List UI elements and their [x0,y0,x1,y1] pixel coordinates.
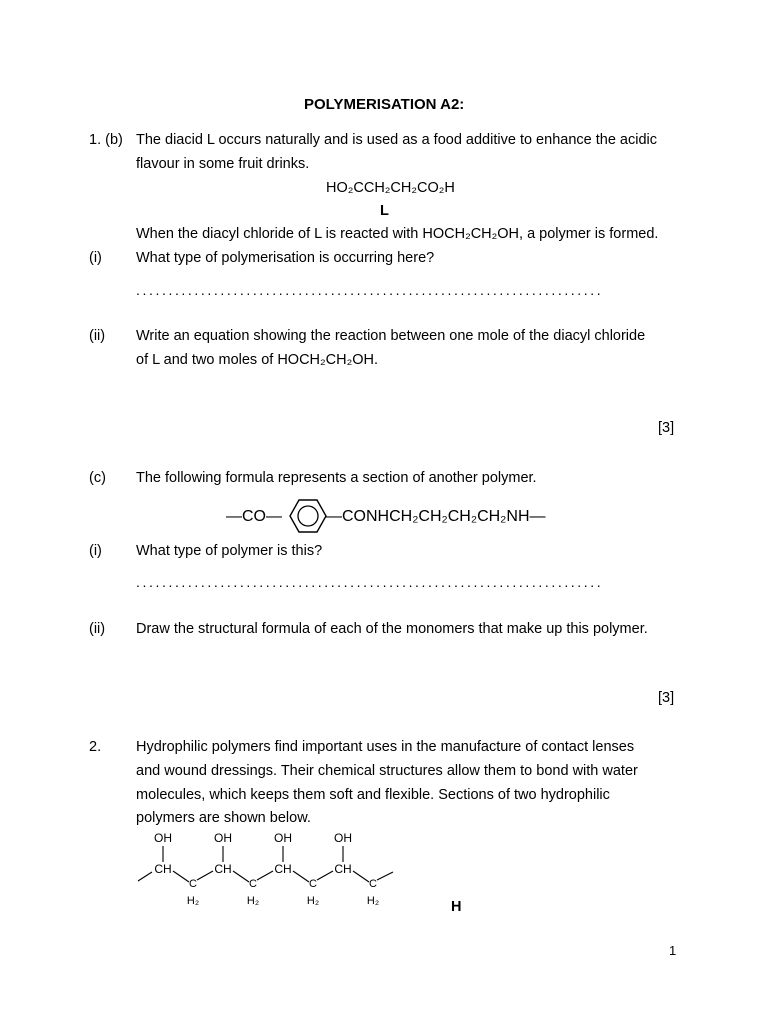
part-label-c-ii: (ii) [89,621,106,637]
h2-label: H₂ [306,895,320,907]
benzene-ring-icon [290,500,326,532]
question-c: The following formula represents a section of another polymer. [136,470,537,486]
question-b-i: What type of polymerisation is occurring here? [136,250,435,266]
marks-c: [3] [658,690,675,706]
chain-bond-up [197,871,213,880]
chain-bond-up [257,871,273,880]
hydroxyl-label: OH [274,831,292,845]
hydroxyl-label: OH [334,831,352,845]
part-label-b-ii: (ii) [89,328,106,344]
chain-bond-down [233,871,249,882]
ch-label: CH [154,862,172,876]
question-b-ii-line2: of L and two moles of HOCH₂CH₂OH. [136,352,378,368]
formula-L: HO₂CCH₂CH₂CO₂H [326,180,455,196]
question-c-ii: Draw the structural formula of each of the monomers that make up this polymer. [136,621,648,637]
q1b-intro-line1: The diacid L occurs naturally and is used as a food additive to enhance the acidic [136,132,657,148]
h2-label: H₂ [366,895,380,907]
chain-bond-down [353,871,369,882]
chain-bond-down [293,871,309,882]
polymer-h-label: H [451,899,462,915]
q1b-intro-line2: flavour in some fruit drinks. [136,156,310,172]
q2-line4: polymers are shown below. [136,810,311,826]
question-c-i: What type of polymer is this? [136,543,323,559]
c-label: C [369,878,377,890]
c-label: C [249,878,257,890]
chain-bond-down [173,871,189,882]
polymer-left-text: —CO— [226,508,282,525]
ch-label: CH [334,862,352,876]
page-number: 1 [669,943,677,958]
h2-label: H₂ [186,895,200,907]
bond-start [138,872,152,881]
q2-line2: and wound dressings. Their chemical structures allow them to bond with water [136,763,638,779]
chain-bond-up [317,871,333,880]
formula-L-label: L [380,203,389,219]
part-label-c: (c) [89,470,106,486]
ch-label: CH [214,862,232,876]
polymer-right-text: —CONHCH₂CH₂CH₂CH₂NH— [326,508,546,525]
reaction-text: When the diacyl chloride of L is reacted with HOCH₂CH₂OH, a polymer is formed. [136,226,659,242]
polymer-section-formula [220,496,560,536]
h2-label: H₂ [246,895,260,907]
c-label: C [309,878,317,890]
hydroxyl-label: OH [154,831,172,845]
answer-line-b-i: ........................................................................ [136,282,604,298]
marks-b: [3] [658,420,675,436]
q2-line3: molecules, which keeps them soft and flexible. Sections of two hydrophilic [136,787,610,803]
bond-end [377,872,393,880]
part-label-c-i: (i) [89,543,102,559]
part-label-b-i: (i) [89,250,102,266]
c-label: C [189,878,197,890]
hydroxyl-label: OH [214,831,232,845]
ch-label: CH [274,862,292,876]
question-label-2: 2. [89,739,102,755]
question-b-ii-line1: Write an equation showing the reaction between one mole of the diacyl chloride [136,328,646,344]
page-title: POLYMERISATION A2: [304,96,465,113]
question-label-1b: 1. (b) [89,132,123,148]
answer-line-c-i: ........................................................................ [136,574,604,590]
q2-line1: Hydrophilic polymers find important uses in the manufacture of contact lenses [136,739,635,755]
polymer-h-structure [130,826,410,910]
